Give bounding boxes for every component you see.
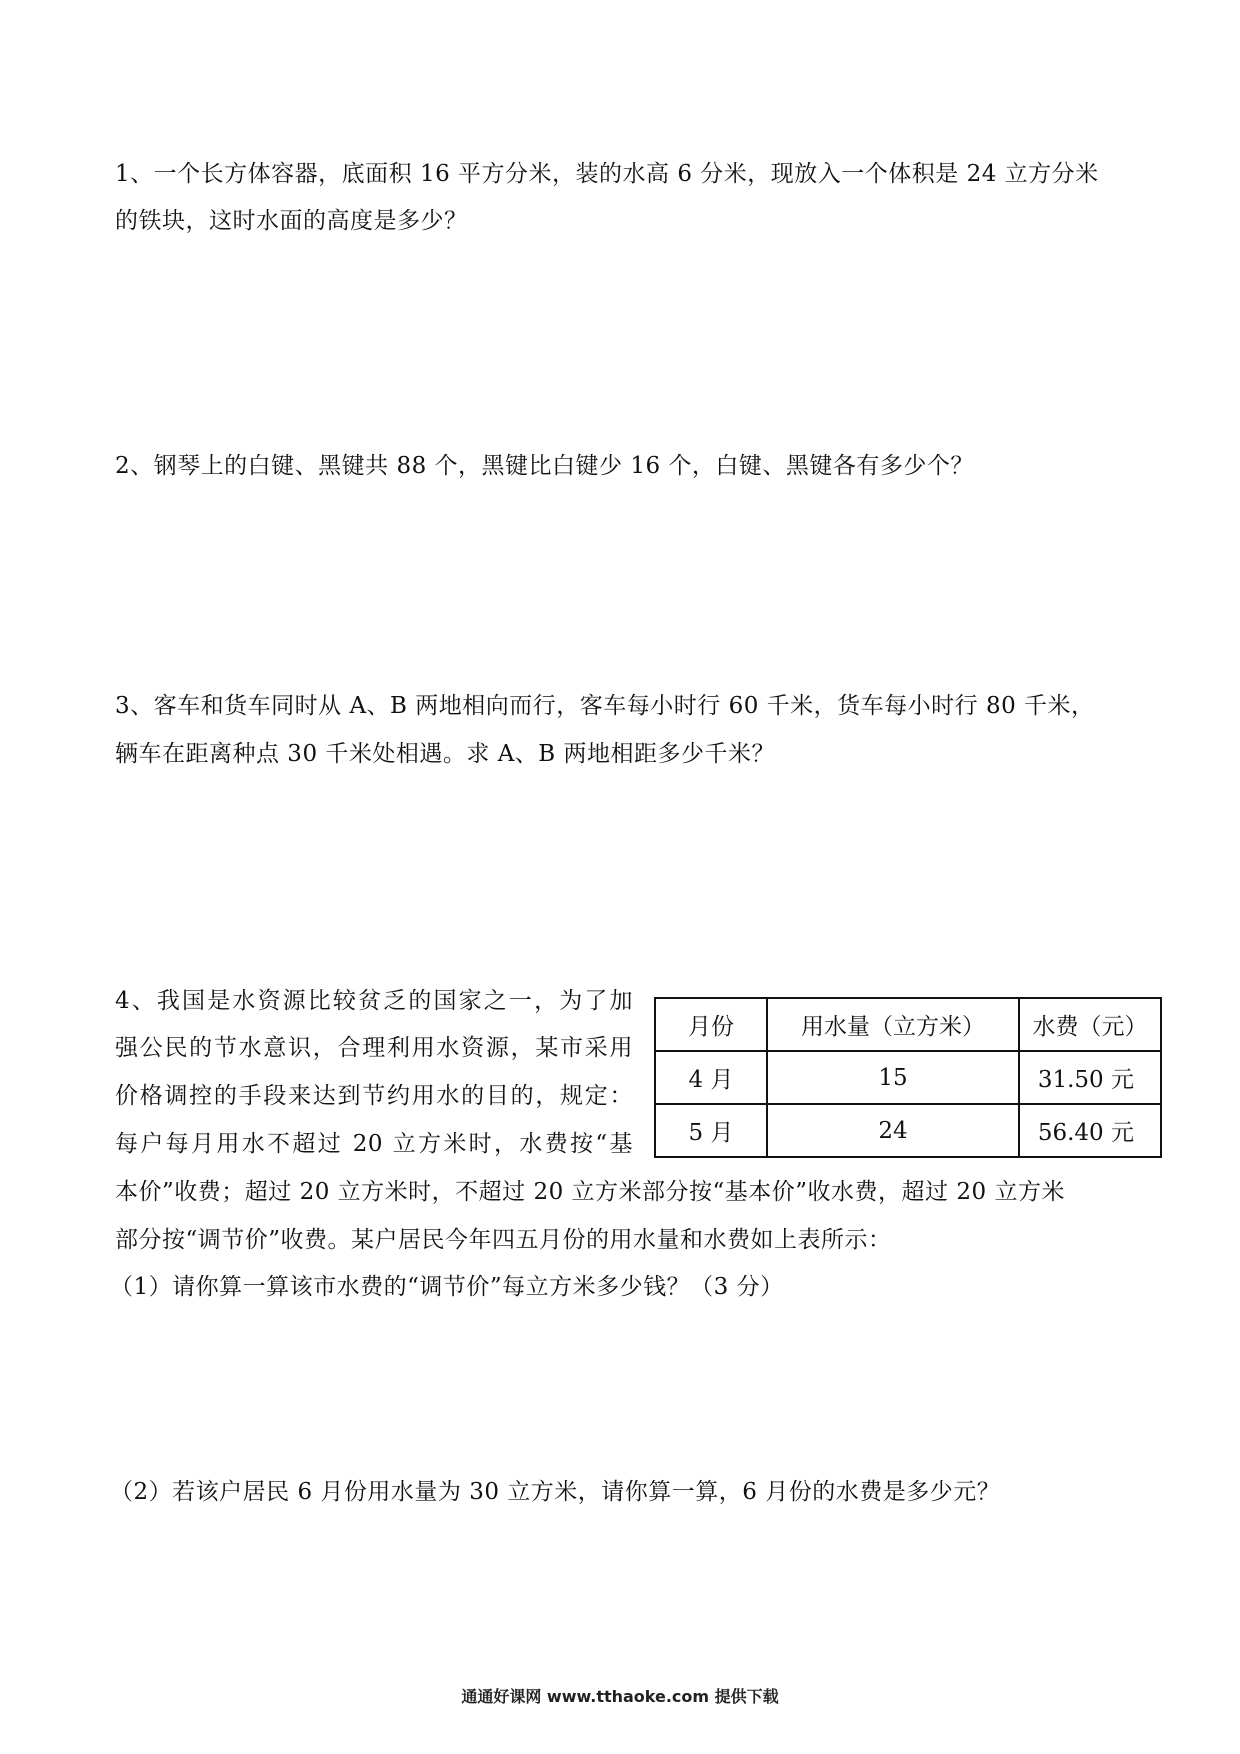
question-4-line-2: 强公民的节水意识，合理利用水资源，某市采用 [115,1035,633,1061]
question-1-line-1: 1、一个长方体容器，底面积 16 平方分米，装的水高 6 分米，现放入一个体积是 24 立方分米 [115,161,1099,187]
footer-source-text: 通通好课网 www.tthaoke.com 提供下载 [461,1687,779,1706]
water-usage-table [654,997,1162,1158]
question-4-line-6: 部分按“调节价”收费。某户居民今年四五月份的用水量和水费如上表所示： [115,1227,892,1253]
table-row [655,1051,1161,1104]
question-4-line-3: 价格调控的手段来达到节约用水的目的，规定： [115,1083,633,1109]
header-water-volume: 用水量（立方米） [767,998,1019,1051]
table-row [655,1104,1161,1157]
question-4-line-1: 4、我国是水资源比较贫乏的国家之一，为了加 [115,988,633,1014]
header-water-fee: 水费（元） [1019,998,1161,1051]
cell-volume: 15 [767,1051,1019,1104]
header-month: 月份 [655,998,767,1051]
question-2-line-1: 2、钢琴上的白键、黑键共 88 个，黑键比白键少 16 个，白键、黑键各有多少个？ [115,453,974,479]
table-header-row [655,998,1161,1051]
cell-volume: 24 [767,1104,1019,1157]
question-4-sub-1: （1）请你算一算该市水费的“调节价”每立方米多少钱？（3 分） [110,1274,784,1300]
question-4-line-4: 每户每月用水不超过 20 立方米时，水费按“基 [115,1131,633,1157]
question-4-sub-2: （2）若该户居民 6 月份用水量为 30 立方米，请你算一算，6 月份的水费是多少元？ [110,1479,1001,1505]
question-3-line-1: 3、客车和货车同时从 A、B 两地相向而行，客车每小时行 60 千米，货车每小时行 80 千米， [115,693,1095,719]
question-3-line-2: 辆车在距离种点 30 千米处相遇。求 A、B 两地相距多少千米？ [115,741,776,767]
cell-fee: 31.50 元 [1019,1051,1161,1104]
cell-fee: 56.40 元 [1019,1104,1161,1157]
cell-month: 4 月 [655,1051,767,1104]
question-1-line-2: 的铁块，这时水面的高度是多少？ [115,208,468,234]
cell-month: 5 月 [655,1104,767,1157]
question-4-line-5: 本价”收费；超过 20 立方米时，不超过 20 立方米部分按“基本价”收水费，超过 20 立方米 [115,1179,1065,1205]
